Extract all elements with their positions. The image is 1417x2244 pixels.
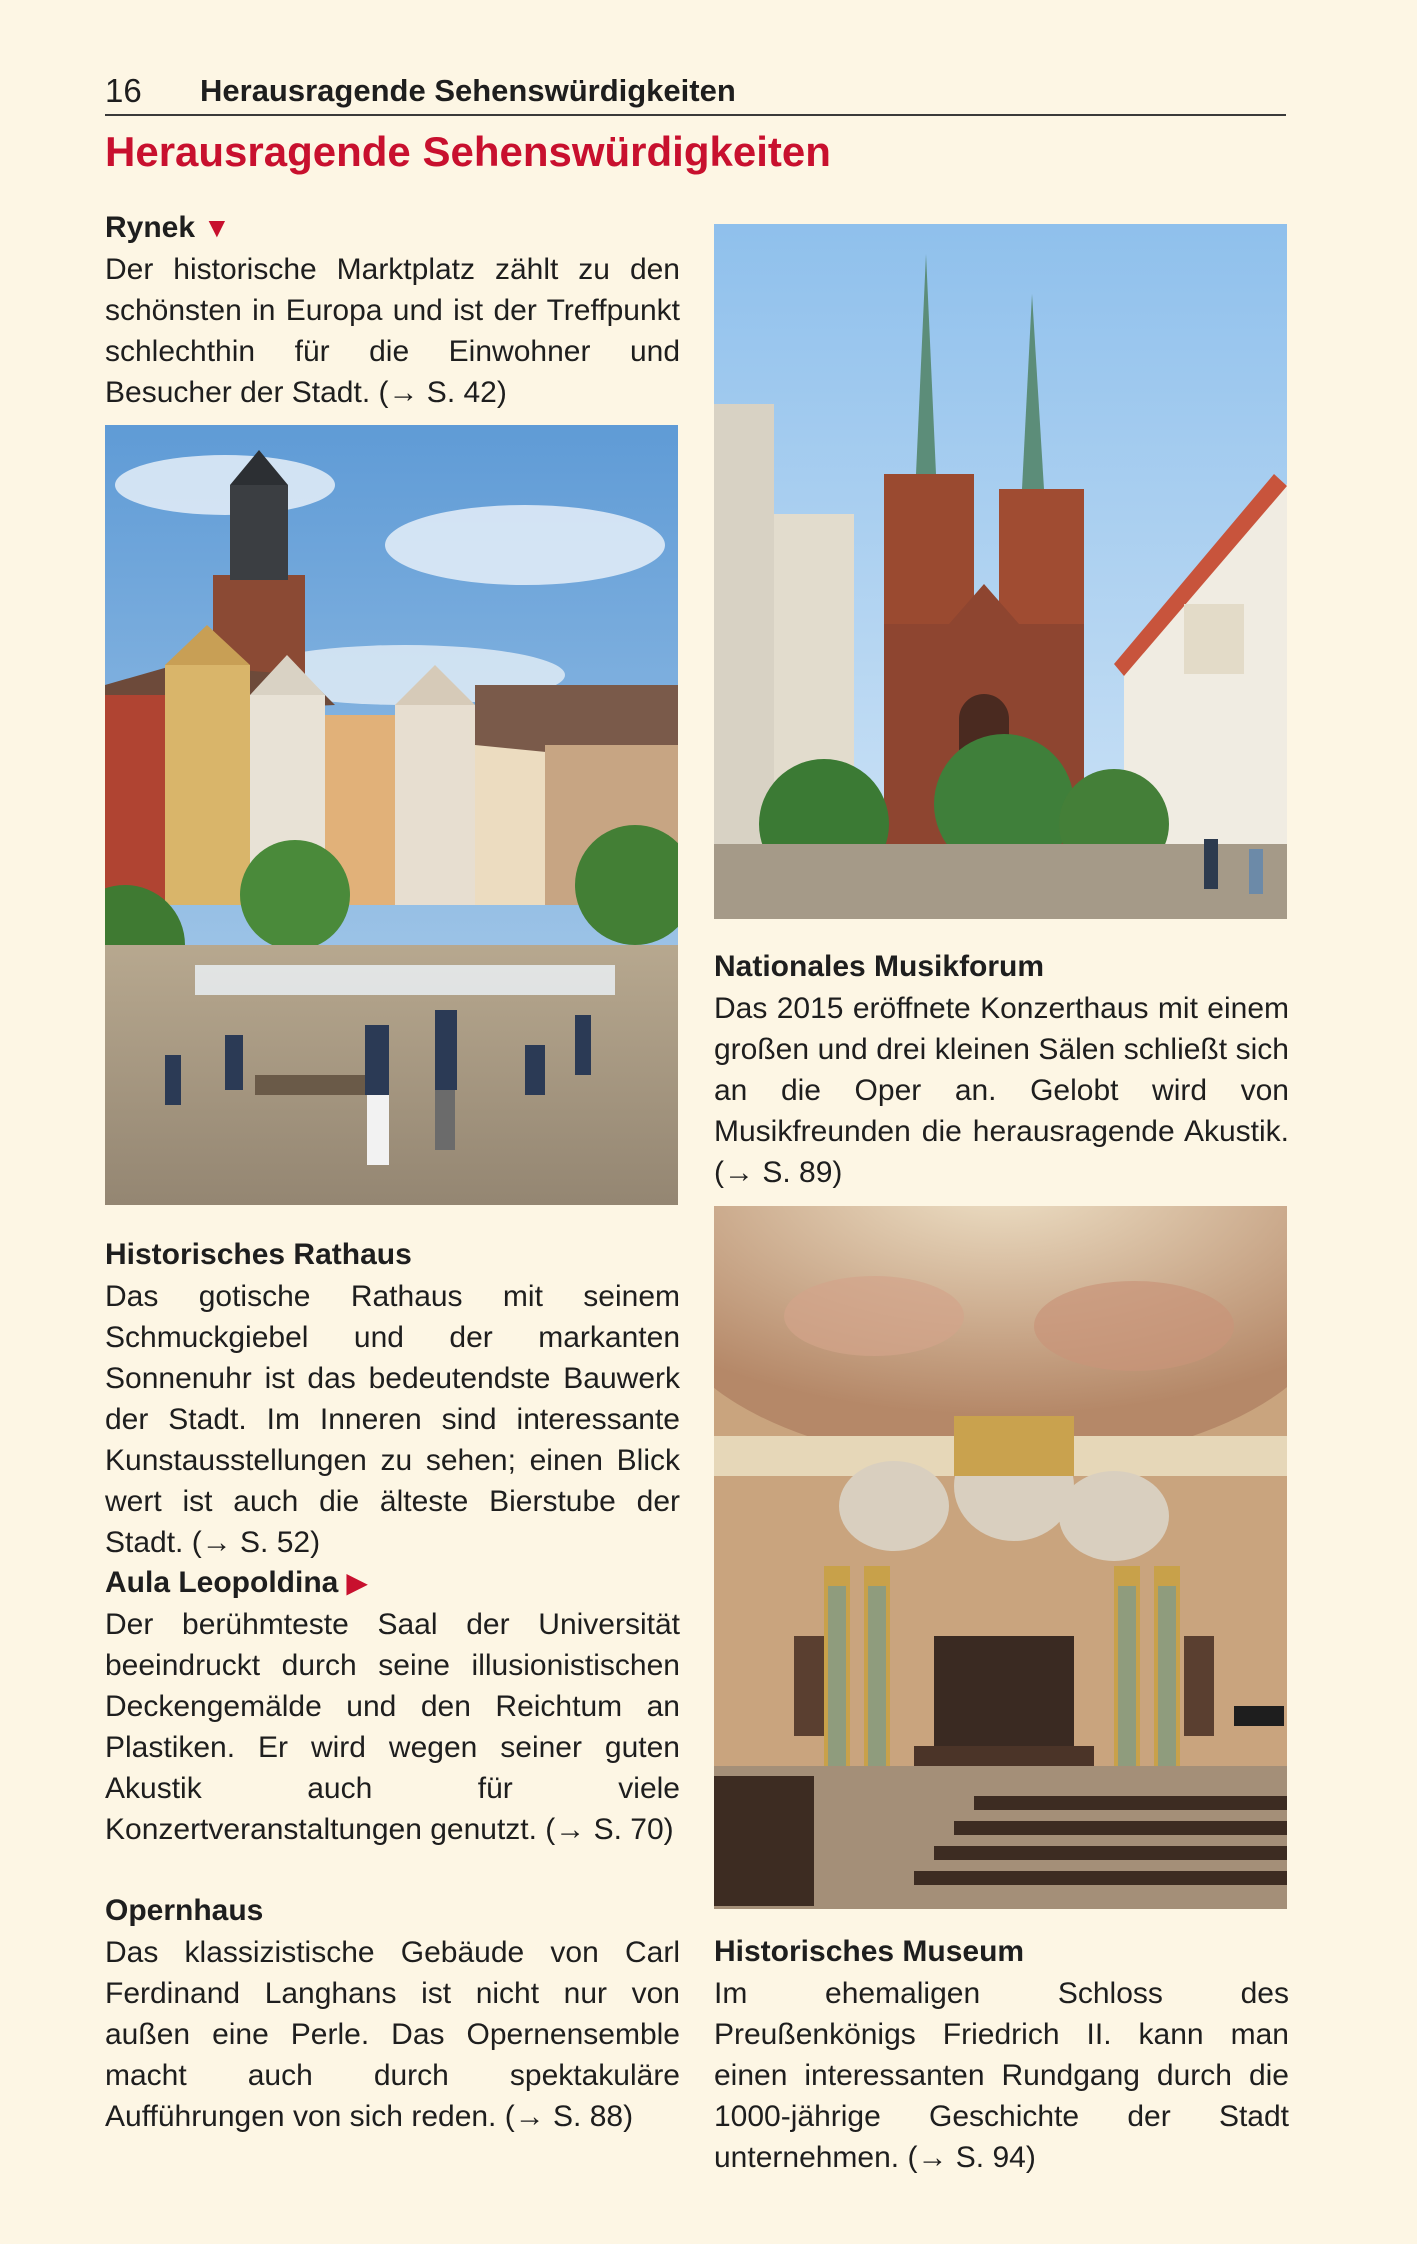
photo-aula-leopoldina [714, 1206, 1287, 1909]
entry-oper [105, 1890, 680, 2137]
entry-rynek [105, 207, 680, 413]
photo-cathedral [714, 224, 1287, 919]
entry-heading: Historisches Rathaus [105, 1238, 412, 1271]
entry-museum [714, 1931, 1289, 2178]
photo-market-square [105, 425, 678, 1205]
entry-musikforum [714, 946, 1289, 1193]
entry-heading [105, 207, 680, 249]
market-square-image [105, 425, 678, 1205]
marker-down-icon: ▼ [203, 212, 231, 243]
entry-text: Im ehemaligen Schloss des Preußenkönigs Friedrich II. kann man einen interessanten Rundgang durch die 1000-jährige Geschichte der Stadt unternehmen. (→ S. 94) [714, 1977, 1289, 2174]
entry-heading: Nationales Musikforum [714, 950, 1045, 983]
entry-text: Der historische Marktplatz zählt zu den schönsten in Europa und ist der Treffpunkt schlechthin für die Einwohner und Besucher der Stadt. (→ S. 42) [105, 253, 680, 409]
entry-text: Das 2015 eröffnete Konzerthaus mit einem großen und drei kleinen Sälen schließt sich an die Oper an. Gelobt wird von Musikfreunden die herausragende Akustik. (→ S. 89) [714, 992, 1289, 1189]
marker-right-icon: ▶ [346, 1567, 368, 1598]
page-title: Herausragende Sehenswürdigkeiten [105, 128, 831, 175]
entry-text: Das klassizistische Gebäude von Carl Ferdinand Langhans ist nicht nur von außen eine Perle. Das Opernensemble macht auch durch spektakuläre Aufführungen von sich reden. (→ S. 88) [105, 1936, 680, 2133]
entry-rathaus [105, 1234, 680, 1563]
entry-heading-label: Aula Leopoldina [105, 1566, 339, 1599]
aula-interior-image [714, 1206, 1287, 1909]
entry-text: Der berühmteste Saal der Universität beeindruckt durch seine illusionistischen Deckengemälde und den Reichtum an Plastiken. Er wird wegen seiner guten Akustik auch für viele Konzertveranstaltungen genutzt. (→ S. 70) [105, 1608, 680, 1846]
entry-heading: Opernhaus [105, 1894, 264, 1927]
entry-aula [105, 1562, 680, 1850]
entry-heading: Historisches Museum [714, 1935, 1025, 1968]
running-header [105, 68, 1286, 116]
entry-heading [105, 1562, 680, 1604]
cathedral-image [714, 224, 1287, 919]
entry-text: Das gotische Rathaus mit seinem Schmuckgiebel und der markanten Sonnenuhr ist das bedeutendste Bauwerk der Stadt. Im Inneren sind interessante Kunstausstellungen zu sehen; einen Blick wert ist auch die älteste Bierstube der Stadt. (→ S. 52) [105, 1280, 680, 1559]
running-title: Herausragende Sehenswürdigkeiten [200, 73, 736, 108]
page-number: 16 [105, 72, 142, 109]
entry-heading-label: Rynek [105, 211, 196, 244]
